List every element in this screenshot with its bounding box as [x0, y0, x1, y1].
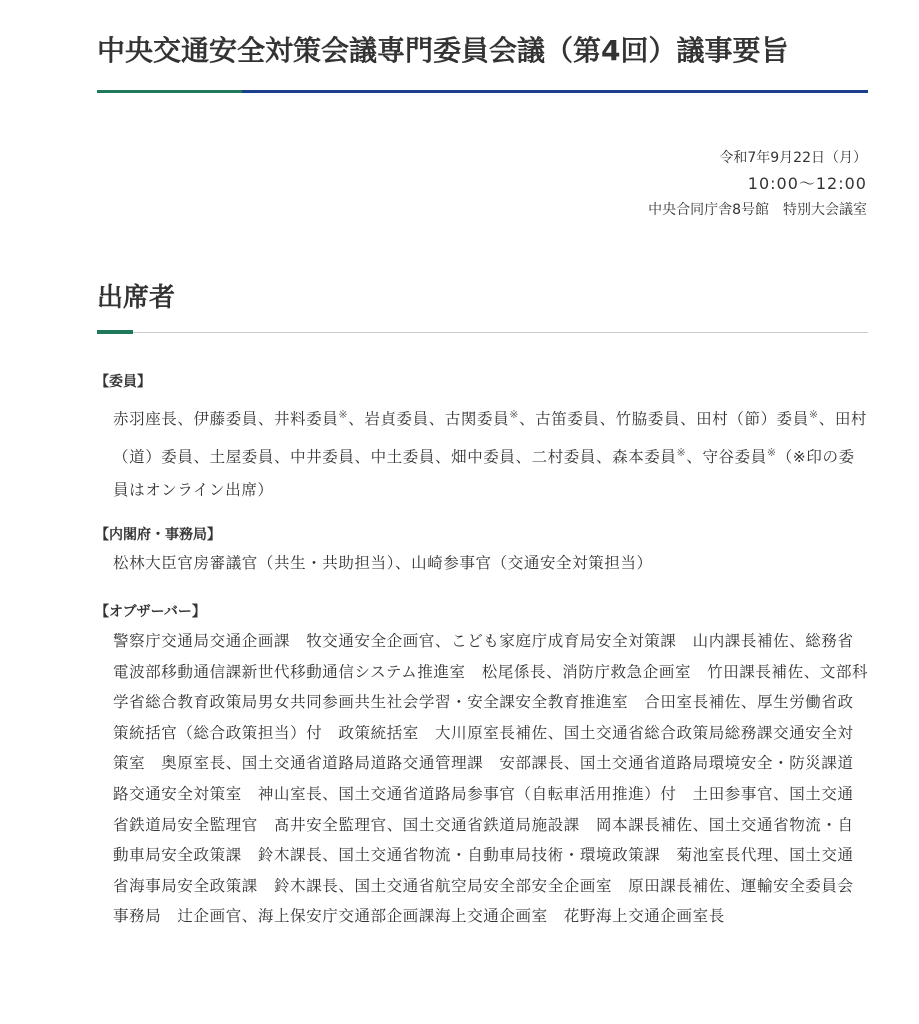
- online-mark: ※: [766, 446, 777, 459]
- members-text: 、古笛委員、竹脇委員、田村（節）委員: [519, 410, 809, 428]
- attendees-heading: 出席者: [97, 283, 176, 313]
- meeting-info: [648, 147, 867, 223]
- members-text: 、田村（道）委員、土屋委員、中井委員、中土委員、畑中委員、二村委員、森本委員: [113, 410, 868, 466]
- cabinet-office-label: 【内閣府・事務局】: [95, 527, 221, 543]
- observers-list: 警察庁交通局交通企画課 牧交通安全企画官、こども家庭庁成育局安全対策課 山内課長補佐、総務省電波部移動通信課新世代移動通信システム推進室 松尾係長、消防庁救急企画室 竹田課長補佐、文部科学省総合教育政策局男女共同参画共生社会学習・安全課安全教育推進室 合田室長補佐、厚生労働省政策統括官（総合政策担当）付 政策統括室 大川原室長補佐、国土交通省総合政策局総務課交通安全対策室 奥原室長、国土交通省道路局道路交通管理課 安部課長、国土交通省道路局環境安全・防災課道路交通安全対策室 神山室長、国土交通省道路局参事官（自転車活用推進）付 土田参事官、国土交通省鉄道局安全監理官 髙井安全監理官、国土交通省鉄道局施設課 岡本課長補佐、国土交通省物流・自動車局安全政策課 鈴木課長、国土交通省物流・自動車局技術・環境政策課 菊池室長代理、国土交通省海事局安全政策課 鈴木課長、国土交通省航空局安全部安全企画室 原田課長補佐、運輸安全委員会事務局 辻企画官、海上保安庁交通部企画課海上交通企画室 花野海上交通企画室長: [113, 632, 869, 926]
- cabinet-office-list: 松林大臣官房審議官（共生・共助担当）、山崎参事官（交通安全対策担当）: [113, 554, 653, 572]
- members-label: 【委員】: [95, 374, 151, 390]
- online-mark: ※: [338, 408, 349, 421]
- members-note: （※印の委員はオンライン出席）: [113, 448, 855, 499]
- meeting-place: 中央合同庁舎8号館 特別大会議室: [648, 202, 867, 218]
- meeting-time: 10:00～12:00: [747, 174, 867, 193]
- members-text: 赤羽座長、伊藤委員、井料委員: [113, 410, 339, 428]
- online-mark: ※: [509, 408, 520, 421]
- section-divider-accent: [97, 330, 133, 334]
- members-text: 、岩貞委員、古関委員: [348, 410, 510, 428]
- section-divider: [97, 332, 868, 333]
- observers-label: 【オブザーバー】: [95, 604, 206, 620]
- meeting-date: 令和7年9月22日（月）: [719, 150, 867, 166]
- online-mark: ※: [808, 408, 819, 421]
- online-mark: ※: [676, 446, 687, 459]
- page-title: 中央交通安全対策会議専門委員会議（第4回）議事要旨: [97, 34, 789, 67]
- title-divider: [97, 90, 868, 93]
- members-text: 、守谷委員: [686, 448, 767, 466]
- members-list: [113, 398, 869, 507]
